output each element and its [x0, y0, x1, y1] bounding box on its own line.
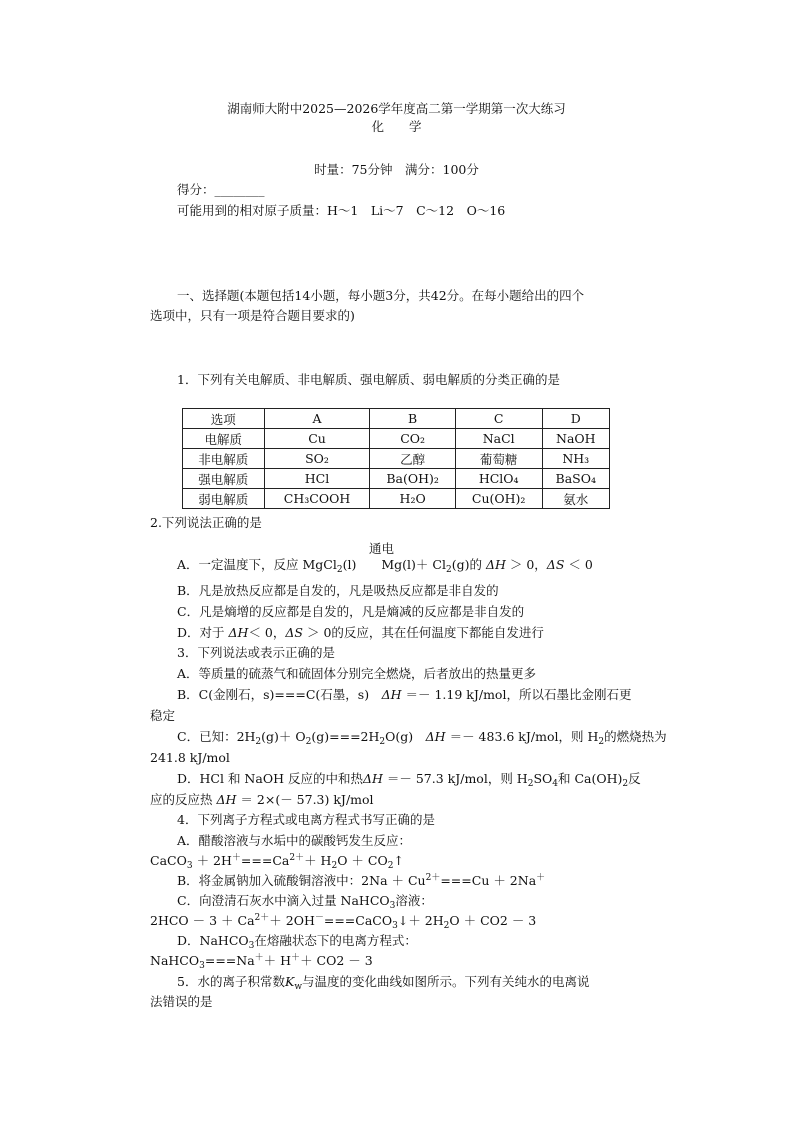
kw-symbol: K: [284, 974, 295, 989]
eq-part: 2HCO － 3 ＋ Ca: [150, 913, 255, 928]
table-header-cell: C: [455, 409, 542, 429]
subscript: 2: [379, 737, 386, 747]
q3-stem: 3．下列说法或表示正确的是: [177, 645, 335, 660]
superscript: ＋: [231, 853, 241, 863]
q2-a-part: (g)的: [451, 557, 482, 572]
q3-b-part: ＝－ 1.19 kJ/mol，所以石墨比金刚石更: [405, 687, 632, 702]
q3-c-part: C．已知：2H: [177, 729, 256, 744]
table-cell: H₂O: [370, 489, 455, 509]
subscript: 2: [305, 737, 312, 747]
eq-part: ＋ 2H: [196, 853, 232, 868]
q5-stem-line2: 法错误的是: [150, 994, 213, 1009]
q2-option-d: [177, 625, 544, 641]
time-info-text: 时量：75分钟 满分：100分: [314, 162, 479, 177]
subscript: 2: [331, 861, 338, 871]
table-cell: 电解质: [183, 429, 265, 449]
q3-d-part: 和 Ca(OH): [557, 771, 623, 786]
q3-c-part: O(g): [385, 729, 426, 744]
q3-option-d: [177, 771, 641, 787]
q3-c-part: (g)＋ O: [261, 729, 306, 744]
delta-h-symbol: ΔH: [425, 729, 446, 744]
q4-option-d: [177, 933, 417, 949]
q4-option-b: [177, 873, 545, 889]
table-cell: HCl: [264, 469, 370, 489]
q3-d-part: D．HCl 和 NaOH 反应的中和热: [177, 771, 363, 786]
q2-a-part: (l) Mg(l)＋ Cl: [342, 557, 446, 572]
q3-option-c: [177, 729, 667, 745]
section1-line2: 选项中，只有一项是符合题目要求的): [150, 308, 355, 323]
superscript: ＋: [291, 953, 301, 963]
table-row: [183, 469, 610, 489]
q3-b-part: B．C(金刚石，s)===C(石墨，s): [177, 687, 382, 702]
table-cell: 氨水: [542, 489, 609, 509]
q3-c-part: (g)===2H: [311, 729, 380, 744]
eq-part: C．向澄清石灰水中滴入过量 NaHCO: [177, 893, 390, 908]
subscript: 2: [387, 861, 394, 871]
q2-d-part: D．对于: [177, 625, 225, 640]
table-row: [183, 449, 610, 469]
eq-part: 溶液：: [395, 893, 433, 908]
table-cell: SO₂: [264, 449, 370, 469]
delta-s-symbol: ΔS: [285, 625, 303, 640]
q2-d-part: ＜ 0，: [248, 625, 286, 640]
superscript: 2＋: [425, 873, 441, 883]
subject-title: [0, 119, 793, 135]
table-cell: NaCl: [455, 429, 542, 449]
q3-d-part: 反: [628, 771, 641, 786]
superscript: 2＋: [254, 913, 270, 923]
q2-stem: 2.下列说法正确的是: [150, 515, 262, 530]
q2-option-c: C．凡是熵增的反应都是自发的，凡是熵减的反应都是非自发的: [177, 604, 525, 619]
table-cell: CH₃COOH: [264, 489, 370, 509]
q5-part: 5．水的离子积常数: [177, 974, 285, 989]
subscript: 2: [443, 921, 450, 931]
atomic-mass-line: 可能用到的相对原子质量：H～1 Li～7 C～12 O～16: [177, 203, 506, 218]
q1-stem: 1．下列有关电解质、非电解质、强电解质、弱电解质的分类正确的是: [177, 372, 560, 387]
q3-option-a: A．等质量的硫蒸气和硫固体分别完全燃烧，后者放出的热量更多: [177, 666, 537, 681]
table-cell: 弱电解质: [183, 489, 265, 509]
q3-option-c-line2: 241.8 kJ/mol: [150, 750, 230, 765]
superscript: 2＋: [289, 853, 305, 863]
eq-part: ===Ca: [240, 853, 290, 868]
subscript: 2: [445, 565, 452, 575]
q4-option-a-equation: [150, 853, 404, 869]
q4-option-a: A．醋酸溶液与水垢中的碳酸钙发生反应：: [177, 833, 412, 848]
eq-part: O ＋ CO: [337, 853, 388, 868]
q2-a-part: ＜ 0: [568, 557, 593, 572]
subscript: 4: [552, 779, 558, 789]
q5-stem: [177, 974, 590, 990]
table-cell: Ba(OH)₂: [370, 469, 455, 489]
q3-c-part: 的燃烧热为: [604, 729, 667, 744]
q2-condition-label: 通电: [369, 541, 395, 556]
table-cell: 强电解质: [183, 469, 265, 489]
q3-c-part: ＝－ 483.6 kJ/mol，则 H: [449, 729, 599, 744]
eq-part: CaCO: [150, 853, 187, 868]
eq-part: ===CaCO: [323, 913, 393, 928]
delta-h-symbol: ΔH: [228, 625, 249, 640]
eq-part: ↓＋ 2H: [397, 913, 444, 928]
section1-line1: 一、选择题(本题包括14小题，每小题3分，共42分。在每小题给出的四个: [177, 288, 585, 303]
q3-d-part: 应的反应热: [150, 792, 213, 807]
eq-part: ＋ CO2 － 3: [300, 953, 373, 968]
q2-a-part: A．一定温度下，反应 MgCl: [177, 557, 337, 572]
subscript: 3: [199, 961, 205, 971]
subscript: 3: [392, 921, 398, 931]
subscript: w: [294, 982, 303, 992]
table-cell: HClO₄: [455, 469, 542, 489]
table-header-cell: 选项: [183, 409, 265, 429]
subscript: 2: [598, 737, 605, 747]
q2-a-part: ＞ 0，: [509, 557, 547, 572]
q2-option-a: [177, 557, 593, 573]
subscript: 3: [248, 941, 255, 951]
superscript: ＋: [536, 873, 546, 883]
table-cell: 非电解质: [183, 449, 265, 469]
exam-title-text: 湖南师大附中2025—2026学年度高二第一学期第一次大练习: [227, 101, 566, 116]
q4-option-c: [177, 893, 433, 909]
superscript: ＋: [254, 953, 264, 963]
eq-part: ＋ H: [263, 953, 292, 968]
delta-h-symbol: ΔH: [362, 771, 383, 786]
delta-h-symbol: ΔH: [485, 557, 506, 572]
eq-part: 在熔融状态下的电离方程式：: [254, 933, 417, 948]
q1-options-table: [182, 408, 610, 509]
subject-text: 化 学: [371, 119, 422, 134]
subscript: 2: [527, 779, 534, 789]
q3-d-part: SO: [533, 771, 553, 786]
table-cell: NaOH: [542, 429, 609, 449]
subscript: 2: [622, 779, 629, 789]
eq-part: O ＋ CO2 － 3: [449, 913, 537, 928]
delta-h-symbol: ΔH: [216, 792, 237, 807]
q3-d-part: ＝－ 57.3 kJ/mol，则 H: [386, 771, 528, 786]
q3-option-b: [177, 687, 631, 703]
eq-part: D．NaHCO: [177, 933, 249, 948]
table-cell: 乙醇: [370, 449, 455, 469]
q2-option-b: B．凡是放热反应都是自发的，凡是吸热反应都是非自发的: [177, 583, 499, 598]
subscript: 2: [255, 737, 262, 747]
table-cell: CO₂: [370, 429, 455, 449]
q3-option-d-line2: [150, 792, 374, 808]
q4-option-c-equation: [150, 913, 536, 929]
table-header-cell: D: [542, 409, 609, 429]
q4-option-d-equation: [150, 953, 373, 969]
q4-stem: 4．下列离子方程式或电离方程式书写正确的是: [177, 812, 435, 827]
eq-part: ===Na: [204, 953, 255, 968]
subscript: 3: [389, 901, 396, 911]
eq-part: B．将金属钠加入硫酸铜溶液中：2Na ＋ Cu: [177, 873, 426, 888]
eq-part: NaHCO: [150, 953, 200, 968]
table-row: [183, 489, 610, 509]
delta-s-symbol: ΔS: [546, 557, 565, 572]
score-label: 得分：________: [177, 182, 265, 197]
exam-title: [0, 101, 793, 117]
table-cell: BaSO₄: [542, 469, 609, 489]
table-header-cell: A: [264, 409, 370, 429]
table-cell: 葡萄糖: [455, 449, 542, 469]
q3-option-b-line2: 稳定: [150, 708, 176, 723]
eq-part: ↑: [393, 853, 404, 868]
time-info: [0, 162, 793, 178]
delta-h-symbol: ΔH: [381, 687, 402, 702]
table-row: [183, 429, 610, 449]
table-cell: Cu(OH)₂: [455, 489, 542, 509]
eq-part: ===Cu ＋ 2Na: [440, 873, 537, 888]
table-header-row: [183, 409, 610, 429]
subscript: 2: [336, 565, 343, 575]
subscript: 3: [186, 861, 193, 871]
eq-part: ＋ H: [304, 853, 332, 868]
eq-part: ＋ 2OH: [269, 913, 315, 928]
table-cell: NH₃: [542, 449, 609, 469]
superscript: －: [314, 913, 324, 923]
table-header-cell: B: [370, 409, 455, 429]
q5-part: 与温度的变化曲线如图所示。下列有关纯水的电离说: [302, 974, 590, 989]
q2-d-part: ＞ 0的反应，其在任何温度下都能自发进行: [306, 625, 544, 640]
table-cell: Cu: [264, 429, 370, 449]
q3-d-part: ＝ 2×(－ 57.3) kJ/mol: [240, 792, 374, 807]
